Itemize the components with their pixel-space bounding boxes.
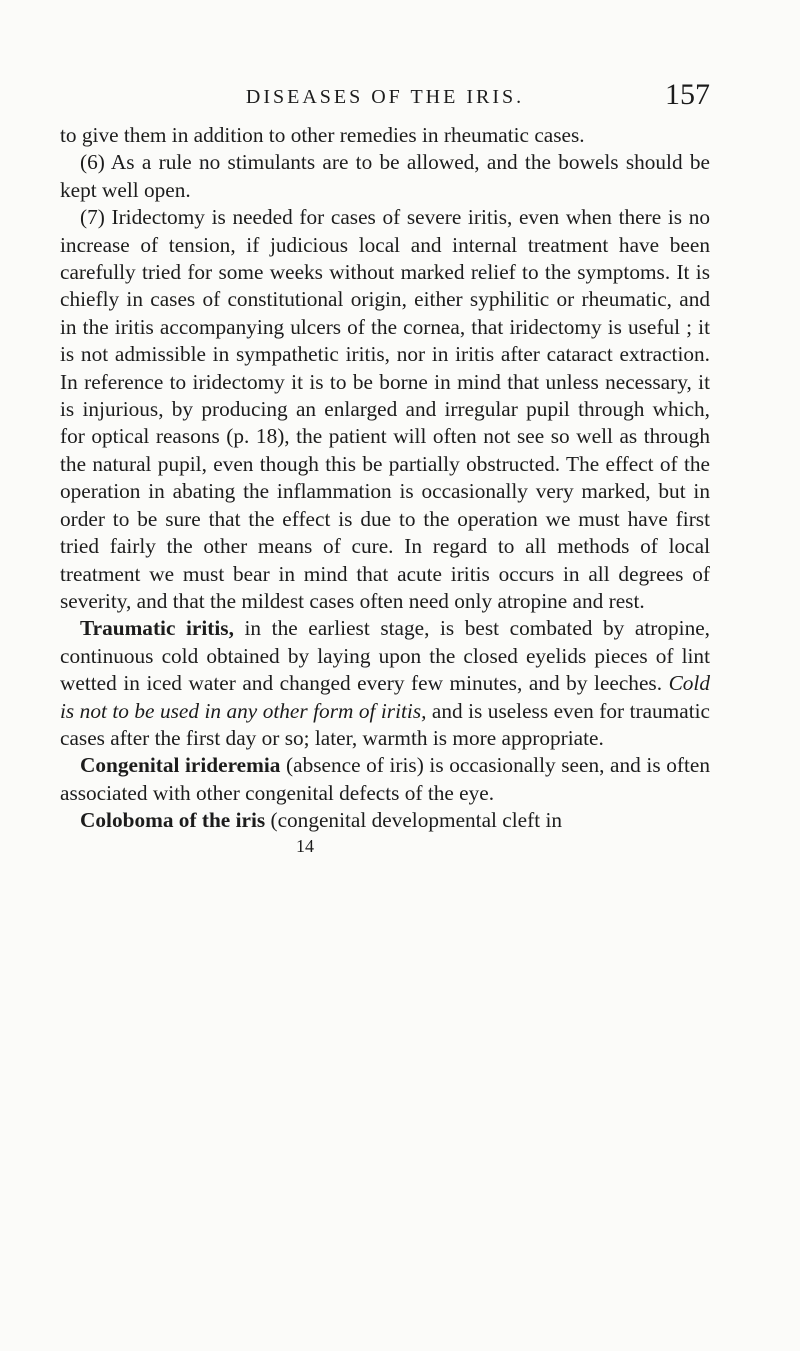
traumatic-iritis-text: in the earliest stage, is best combated by atropine, continuous cold obtained by laying upon the closed eyelids pieces of lint wetted in iced water and changed every few minutes, and by leeches. <box>60 616 710 696</box>
paragraph-traumatic-iritis <box>60 615 710 752</box>
coloboma-text: (congenital developmental cleft in <box>265 808 563 833</box>
term-traumatic-iritis: Traumatic iritis, <box>80 616 234 641</box>
running-title: DISEASES OF THE IRIS. <box>245 86 525 108</box>
paragraph-continuation: to give them in addition to other remedies in rheumatic cases. <box>60 123 585 147</box>
cold-warning: Cold is not to be used in any other form of iritis, <box>60 671 710 723</box>
term-coloboma: Coloboma of the iris <box>80 808 266 833</box>
body-text <box>60 122 710 835</box>
running-head <box>60 78 710 114</box>
paragraph-irideremia <box>60 752 710 807</box>
paragraph-iridectomy: (7) Iridectomy is needed for cases of severe iritis, even when there is no increase of tension, if judicious local and internal treatment have been carefully tried for some weeks without marked relief to the symptoms. It is chiefly in cases of constitutional origin, either syphilitic or rheumatic, and in the iritis accompanying ulcers of the cornea, that iridectomy is useful ; it is not admissible in sympathetic iritis, nor in iritis after cataract extraction. In reference to iridectomy it is to be borne in mind that unless necessary, it is injurious, by producing an enlarged and irregular pupil through which, for optical reasons (p. 18), the patient will often not see so well as through the natural pupil, even though this be partially obstructed. The effect of the operation in abating the inflammation is occasionally very marked, but in order to be sure that the effect is due to the operation we must have first tried fairly the other means of cure. In regard to all methods of local treatment we must bear in mind that acute iritis occurs in all degrees of severity, and that the mildest cases often need only atropine and rest. <box>60 205 710 613</box>
paragraph-coloboma <box>60 807 710 834</box>
page-number: 157 <box>665 78 710 111</box>
book-page <box>60 78 710 857</box>
term-congenital-irideremia: Congenital irideremia <box>80 753 281 778</box>
traumatic-iritis-tail: and is useless even for traumatic cases after the first day or so; later, warmth is more appropriate. <box>60 698 710 750</box>
paragraph-stimulants: (6) As a rule no stimulants are to be allowed, and the bowels should be kept well open. <box>60 150 710 202</box>
signature-mark: 14 <box>296 835 314 856</box>
irideremia-text: (absence of iris) is occasionally seen, and is often associated with other congenital defects of the eye. <box>60 753 710 805</box>
